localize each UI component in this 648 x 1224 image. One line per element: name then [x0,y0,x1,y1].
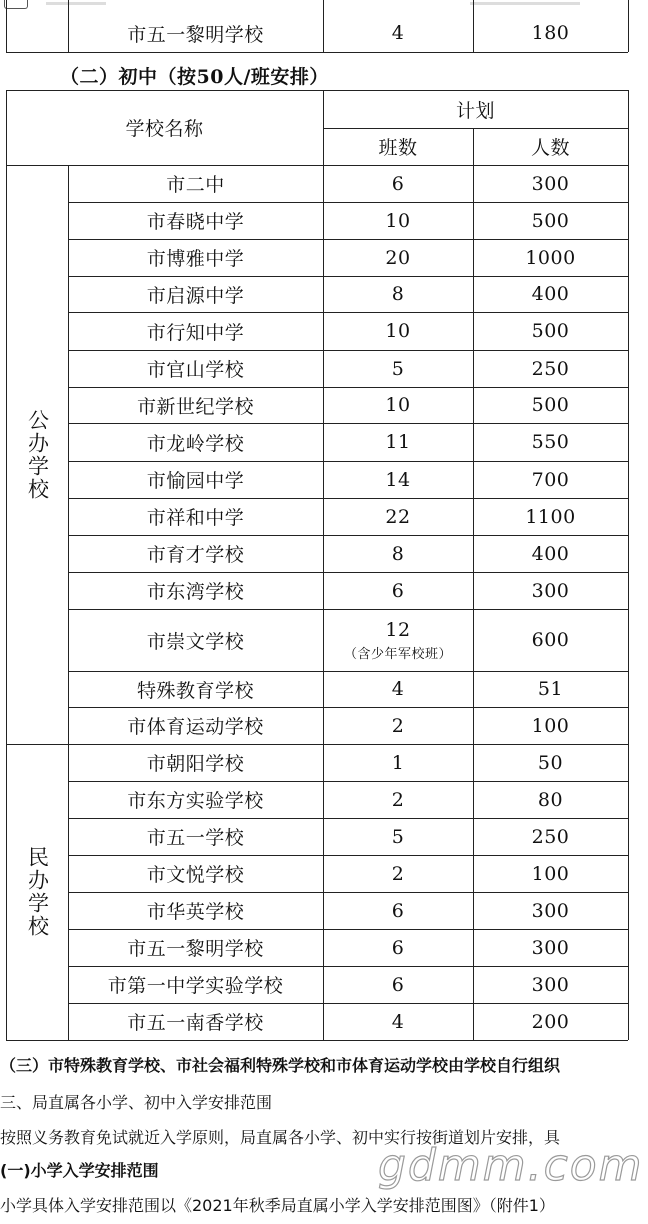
class-count-cell: 4 [391,1010,405,1033]
class-count-cell: 2 [391,788,405,811]
school-name-cell: 市博雅中学 [146,248,245,270]
class-count-cell: 4 [391,678,405,700]
student-count-cell: 500 [531,209,570,232]
school-name-cell: 市启源中学 [146,284,245,307]
student-count-cell: 200 [531,1010,570,1033]
header-student-count: 人数 [530,137,570,159]
school-name-cell: 市第一中学实验学校 [107,975,284,997]
header-school-name: 学校名称 [125,118,204,140]
school-name-cell: 市东方实验学校 [127,790,264,812]
school-name-cell: 市东湾学校 [146,581,245,603]
class-count-cell: 1 [391,751,405,774]
body-paragraph: 三、局直属各小学、初中入学安排范围 [0,1093,273,1112]
student-count-cell: 300 [531,936,570,959]
student-count-cell: 100 [531,714,570,737]
student-count-cell: 1100 [525,505,576,528]
school-name-cell: 市五一黎明学校 [127,938,264,960]
student-count-cell: 300 [531,899,570,922]
private-schools-label [6,744,68,1040]
class-count-cell: 2 [391,714,405,737]
school-name-cell: 市新世纪学校 [136,395,254,418]
student-count-cell: 250 [531,357,570,380]
school-name-cell: 市行知中学 [146,321,245,344]
student-count-cell: 51 [537,678,564,700]
top-image-strip [0,0,648,12]
student-count-cell: 700 [531,468,570,491]
student-count-cell: 550 [531,431,570,453]
header-class-count: 班数 [378,137,418,159]
school-name-cell: 市五一南香学校 [127,1012,264,1034]
class-count-cell: 2 [391,862,405,885]
class-count-cell: 14 [385,468,411,491]
class-count-cell: 4 [391,22,405,44]
table-rule [6,0,7,52]
public-schools-label [6,165,68,744]
class-count-cell [323,609,473,671]
school-name-cell: 市五一学校 [146,827,245,849]
school-name-cell: 市二中 [166,174,225,196]
class-count-cell: 8 [391,542,405,565]
private-schools-label-text: 民办学校 [25,846,50,938]
school-name-cell: 市春晓中学 [146,211,245,233]
class-count-cell: 10 [385,394,411,416]
class-count-cell: 22 [385,505,411,528]
class-count-cell: 11 [385,431,411,453]
student-count-cell: 80 [537,788,564,811]
class-count-group [344,619,452,662]
school-name-cell: 市体育运动学校 [127,716,264,738]
class-count-cell: 6 [391,936,405,959]
student-count-cell: 400 [531,283,570,305]
student-count-cell: 300 [531,973,570,996]
class-count-cell: 10 [385,320,411,342]
school-name-cell: 市龙岭学校 [146,432,245,455]
class-count-cell: 6 [391,899,405,922]
school-name-cell: 特殊教育学校 [136,679,254,702]
class-count-cell: 5 [391,825,405,848]
student-count-cell: 1000 [525,246,576,269]
section-title: （二）初中（按50人/班安排） [60,66,329,88]
class-count-note: （含少年军校班） [343,646,452,662]
school-name-cell: 市祥和中学 [146,507,245,529]
student-count-cell: 300 [531,579,570,602]
student-count-cell: 250 [531,825,570,848]
table-rule [628,90,629,1040]
student-count-cell: 500 [531,394,570,416]
student-count-cell: 100 [531,862,570,885]
body-paragraph: 小学具体入学安排范围以《2021年秋季局直属小学入学安排范围图》（附件1） [0,1196,555,1215]
school-name-cell: 市育才学校 [146,544,245,566]
school-name-cell: 市崇文学校 [146,630,245,653]
cropped-text-fragment [46,2,106,5]
public-schools-label-text: 公办学校 [25,408,50,501]
class-count-cell: 6 [391,973,405,996]
school-name-cell: 市朝阳学校 [146,753,245,775]
watermark: gdmm.com [378,1140,644,1191]
student-count-cell: 180 [531,22,570,44]
cropped-text-fragment [470,2,580,5]
class-count-cell: 6 [391,172,405,195]
body-paragraph: （三）市特殊教育学校、市社会福利特殊学校和市体育运动学校由学校自行组织 [0,1056,561,1075]
student-count-cell: 600 [531,629,570,651]
class-count-cell: 20 [385,246,411,269]
student-count-cell: 300 [531,172,570,195]
hd-icon [4,0,28,9]
school-name-cell: 市官山学校 [146,359,245,381]
student-count-cell: 50 [537,751,564,774]
body-paragraph: 按照义务教育免试就近入学原则，局直属各小学、初中实行按街道划片安排，具 [0,1128,561,1147]
class-count-cell: 8 [391,283,405,305]
table-rule [6,1040,628,1041]
school-name-cell: 市华英学校 [146,901,245,923]
class-count-cell: 10 [385,209,411,232]
table-rule [628,0,629,52]
student-count-cell: 500 [531,320,570,342]
student-count-cell: 400 [531,542,570,565]
school-name-cell: 市五一黎明学校 [127,23,264,46]
class-count-cell: 6 [391,579,405,602]
school-name-cell: 市愉园中学 [146,470,245,492]
body-paragraph: (一)小学入学安排范围 [0,1161,159,1180]
school-name-cell: 市文悦学校 [146,864,245,886]
class-count-cell: 5 [391,357,405,380]
header-plan: 计划 [455,99,495,122]
table-rule [6,52,628,53]
class-count-value: 12 [385,618,411,641]
